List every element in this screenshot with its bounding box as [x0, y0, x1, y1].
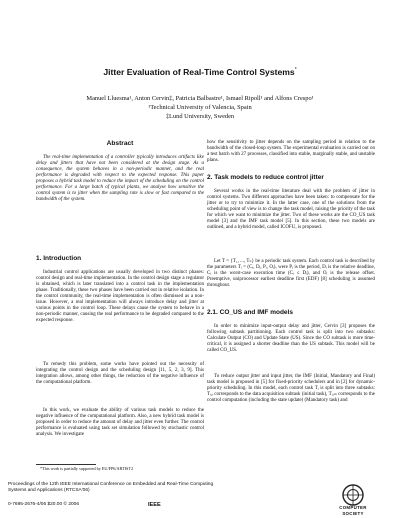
footnote-divider	[36, 464, 96, 465]
intro-paragraph-3: In this work, we evaluate the ability of various task models to reduce the negative influence of the computational platform. Also, a new hybrid task model is proposed in order to reduce the amount of delay and jitter even further. The control performance is evaluated using task set simulation followed by stochastic control analysis. We investigate	[36, 408, 204, 437]
abstract-heading: Abstract	[106, 140, 134, 147]
footer-proceedings-line-2: Systems and Applications (RTCSA'06)	[8, 488, 90, 493]
ieee-logo-text: IEEE	[148, 502, 161, 508]
abstract-body: The real-time implementation of a controller typically introduces artifacts like delay and jitters that have not been considered at the design stage. As a consequence, the system behaves in a non-periodic manner, and the real performance is degraded with respect to the expected response. This paper proposes a hybrid task model to reduce the impact of the scheduling on the control performance. For a large batch of typical plants, we analyse how sensitive the control system is to jitter when the sampling rate is slow or fast compared to the bandwidth of the system.	[36, 155, 204, 202]
subsection-2-1-heading: 2.1. CO_US and IMF models	[207, 309, 293, 316]
intro-paragraph-2: To remedy this problem, some works have pointed out the necessity of integrating the control design and the scheduling design [11, 5, 2, 3, 9]. This integration allows, among other things, the reduction of the negative influence of the computational platform.	[36, 362, 204, 385]
affiliation-1: ¹Technical University of Valencia, Spain	[148, 104, 252, 111]
logo-text-computer: COMPUTER	[339, 505, 367, 510]
logo-text-society: SOCIETY	[342, 511, 364, 516]
right-paragraph-3: Let T = {T₁, ..., Tₙ} be a periodic task system. Each control task is described by the parameters Tᵢ = (Cᵢ, Dᵢ, Pᵢ, Oᵢ), were Pᵢ is the period, Dᵢ is the relative deadline, Cᵢ is the worst-case execution time (Cᵢ ≤ Dᵢ), and Oᵢ is the release offset. Preemptive, uniprocessor earliest deadline first (EDF) [8] scheduling is assumed throughout.	[207, 259, 375, 288]
right-paragraph-1: how the sensitivity to jitter depends on the sampling period in relation to the bandwidth of the closed-loop system. The experimental evaluation is carried out on a test batch with 27 processes, classified into stable, marginally stable, and unstable plans.	[207, 140, 375, 163]
right-paragraph-4: In order to minimize input-output delay and jitter, Cervin [3] proposes the following subtask partitioning. Each control task is split into two subtasks: Calculate Output (CO) and Update State (US). Since the CO subtask is more time-critical, it is assigned a shorter deadline than the US subtask. This model will be called CO_US.	[207, 324, 375, 353]
right-paragraph-5: To reduce output jitter and input jitter, the IMF (Initial, Mandatory and Final) task model is proposed in [5] for fixed-priority schedulers and in [2] for dynamic-priority scheduling. In this model, each control task Tᵢ is split into three subtasks: Tᵢ,ᵢ corresponds to the data acquisition subtask (initial task), Tᵢ,ₘ corresponds to the control computation (including the state update) (Mandatory task) and	[207, 374, 375, 403]
section-2-heading: 2. Task models to reduce control jitter	[207, 174, 324, 181]
footnote: *This work is partially supported by EU/FP6/ARTIST2	[40, 466, 134, 471]
paper-title	[0, 67, 400, 77]
footer-isbn-line: 0-7695-2676-4/06 $20.00 © 2006	[8, 502, 80, 507]
title-footnote-mark: *	[294, 67, 297, 74]
intro-paragraph-1: Industrial control applications are usually developed in two distinct phases: control design and real-time implementation. In the control design stage a regulator is obtained, which is later translated into a control task in the implementation phase. Traditionally, these two phases have been carried out in relative isolation. In the control community, the real-time implementation is often dismissed as a non-issue. However, a real implementation will always introduce delay and jitter at various points in the control loop. These delays cause the system to behave in a non-periodic manner, causing the real performance to be degraded compared to the expected response.	[36, 270, 204, 323]
right-paragraph-2: Several works in the real-time literature deal with the problem of jitter in control systems. Two different approaches have been taken: to compensate for the jitter or to try to minimize it. In the latter case, one of the solutions from the scheduling point of view is to change the task model, raising the priority of the task for which we want to minimize the jitter. Two of these works are the CO_US task model [3] and the IMF task model [5]. In this section, these two models are outlined, and a hybrid model, called ICOFU, is proposed.	[207, 189, 375, 230]
footer-proceedings-line-1: Proceedings of the 12th IEEE International Conference on Embedded and Real-Time Computing	[8, 482, 214, 487]
affiliation-2: ‡Lund University, Sweden	[165, 113, 235, 120]
section-introduction-heading: 1. Introduction	[36, 255, 82, 262]
title-text: Jitter Evaluation of Real-Time Control Systems	[103, 67, 295, 77]
author-list: Manuel Lluesma¹, Anton Cervin‡, Patricia Balbastre¹, Ismael Ripoll¹ and Alfons Crespo¹	[86, 95, 314, 102]
